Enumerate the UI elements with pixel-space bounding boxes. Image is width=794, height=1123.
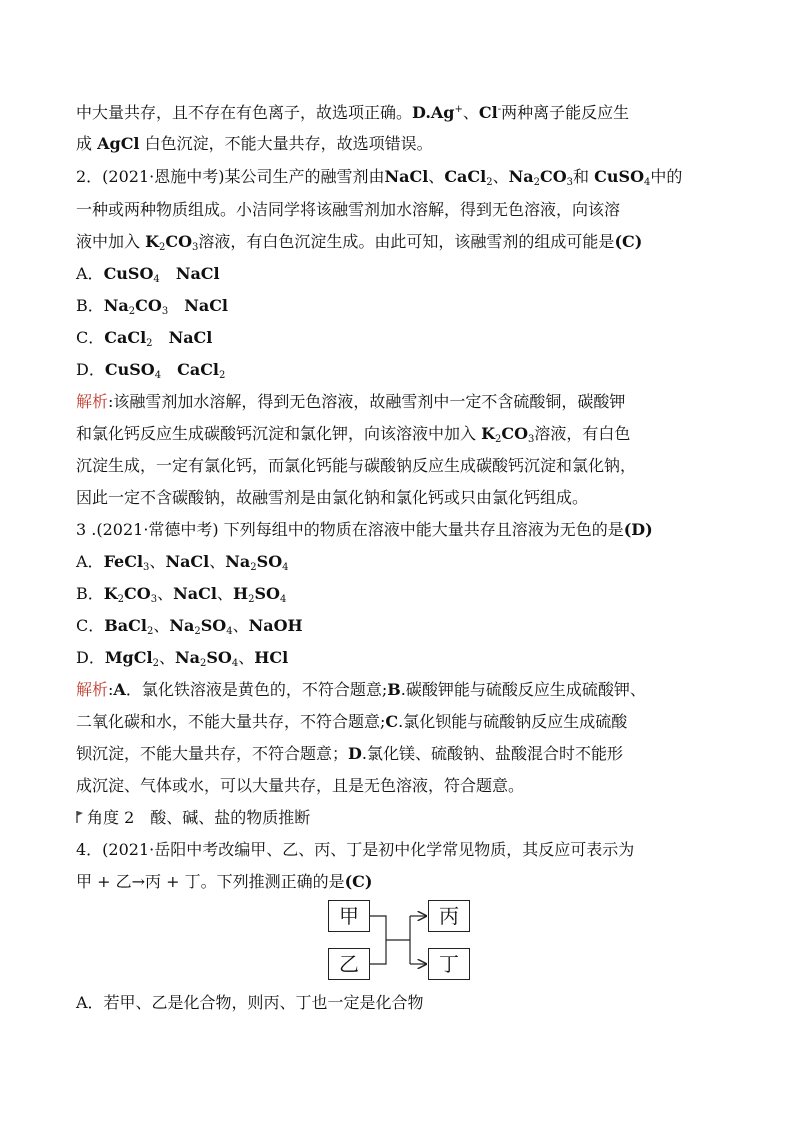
text-run: 、 — [232, 616, 249, 635]
subscript: 3 — [150, 594, 158, 605]
question-3-stem — [76, 520, 653, 540]
superscript: + — [454, 104, 463, 115]
text-run — [161, 360, 177, 379]
text-run: CaCl — [177, 360, 220, 379]
text-run: Na — [225, 552, 251, 571]
analysis-line — [76, 680, 646, 700]
subscript: 4 — [154, 370, 162, 381]
reaction-connectors — [320, 895, 480, 985]
text-run: (C) — [614, 232, 643, 251]
text-run: MgCl — [104, 648, 153, 667]
section-heading — [76, 808, 310, 828]
text-run: CuSO — [104, 360, 155, 379]
text-run: 、 — [216, 584, 233, 603]
text-run: CO — [540, 167, 567, 186]
text-run: AgCl — [97, 134, 140, 153]
text-run: 、 — [157, 584, 174, 603]
explanation-line — [76, 103, 629, 123]
text-run: D． — [76, 360, 105, 379]
text-run: 和 — [573, 167, 595, 186]
text-run: Na — [103, 296, 129, 315]
box-bing: 丙 — [428, 900, 470, 932]
text-run: C． — [76, 616, 105, 635]
text-run: 中的 — [650, 167, 683, 186]
box-jia: 甲 — [328, 900, 370, 932]
text-run: .氯化钡能与硫酸钠反应生成硫酸 — [398, 712, 628, 731]
text-run: FeCl — [103, 552, 144, 571]
text-run: 溶液，有白色 — [534, 424, 631, 443]
flag-icon — [76, 810, 84, 824]
text-run: CaCl — [104, 328, 147, 347]
text-run: 甲 + 乙→丙 + 丁。下列推测正确的是 — [76, 872, 345, 891]
text-run: A． — [76, 552, 104, 571]
text-run: C — [385, 712, 399, 731]
text-run — [160, 264, 176, 283]
subscript: 2 — [219, 370, 226, 381]
option-d — [76, 648, 288, 668]
text-run: (D) — [623, 520, 653, 539]
subscript: 3 — [143, 562, 150, 573]
text-run: Na — [174, 648, 200, 667]
subscript: 2 — [159, 242, 166, 253]
text-run: CaCl — [444, 167, 487, 186]
text-run: : — [108, 680, 114, 699]
subscript: 2 — [486, 177, 493, 188]
analysis-line — [76, 392, 625, 412]
option-c — [76, 616, 303, 636]
text-run: 、 — [428, 167, 445, 186]
text-run: .碳酸钾能与硫酸反应生成硫酸钾、 — [400, 680, 646, 699]
subscript: 2 — [495, 434, 502, 445]
text-run: CuSO — [594, 167, 644, 186]
text-run: K — [103, 584, 118, 603]
text-run: A． — [76, 264, 104, 283]
text-run: CO — [135, 296, 162, 315]
text-run — [153, 328, 169, 347]
text-run: 钡沉淀，不能大量共存，不符合题意； — [76, 744, 349, 763]
text-run: ．氯化铁溶液是黄色的，不符合题意; — [125, 680, 388, 699]
text-run: 3 .(2021·常德中考) 下列每组中的物质在溶液中能大量共存且溶液为无色的是 — [76, 520, 624, 539]
subscript: 3 — [192, 242, 199, 253]
text-run: 成 — [76, 134, 98, 153]
question-4-stem — [76, 840, 634, 860]
subscript: 2 — [146, 338, 153, 349]
text-run: D． — [76, 648, 105, 667]
subscript: 4 — [153, 274, 160, 285]
text-run: 、 — [149, 552, 166, 571]
text-run: 、 — [238, 648, 255, 667]
text-run: 和氯化钙反应生成碳酸钙沉淀和氯化钾，向该溶液中加入 — [76, 424, 482, 443]
subscript: 2 — [199, 658, 207, 669]
text-run: 液中加入 — [76, 232, 146, 251]
text-run: NaCl — [175, 264, 220, 283]
subscript: 4 — [282, 562, 289, 573]
text-run: Na — [508, 167, 534, 186]
text-run: CO — [124, 584, 151, 603]
option-c — [76, 328, 212, 348]
text-run: 、 — [153, 616, 170, 635]
superscript: - — [497, 104, 502, 115]
text-run: :该融雪剂加水溶解，得到无色溶液，故融雪剂中一定不含硫酸铜，碳酸钾 — [108, 392, 626, 411]
text-run: H — [232, 584, 249, 603]
text-run: B — [387, 680, 401, 699]
text-run: Cl — [478, 103, 498, 122]
subscript: 2 — [194, 626, 201, 637]
analysis-line — [76, 424, 630, 444]
text-run: 白色沉淀，不能大量共存，故选项错误。 — [139, 134, 433, 153]
text-run: .氯化镁、硫酸钠、盐酸混合时不能形 — [361, 744, 623, 763]
explanation-line — [76, 134, 433, 154]
text-run: 、 — [492, 167, 509, 186]
subscript: 3 — [566, 177, 574, 188]
text-run: 二氧化碳和水，不能大量共存，不符合题意; — [76, 712, 386, 731]
text-run: B． — [76, 584, 104, 603]
option-d — [76, 360, 225, 380]
text-run: CuSO — [103, 264, 154, 283]
reaction-diagram — [320, 895, 480, 985]
subscript: 2 — [152, 658, 159, 669]
question-4-stem — [76, 872, 372, 892]
subscript: 2 — [248, 594, 255, 605]
text-run: 一种或两种物质组成。小洁同学将该融雪剂加水溶解，得到无色溶液，向该溶 — [76, 200, 621, 219]
subscript: 3 — [161, 306, 169, 317]
text-run: NaCl — [384, 167, 429, 186]
text-run: 、 — [462, 103, 479, 122]
text-run: 因此一定不含碳酸钠，故融雪剂是由氯化钠和氯化钙或只由氯化钙组成。 — [76, 488, 589, 507]
text-run: SO — [200, 616, 227, 635]
text-run: 两种离子能反应生 — [501, 103, 630, 122]
text-run: D — [348, 744, 362, 763]
section-heading-label: 角度 2 酸、碱、盐的物质推断 — [87, 808, 311, 827]
subscript: 2 — [128, 306, 136, 317]
text-run: NaOH — [248, 616, 303, 635]
text-run: NaCl — [165, 552, 210, 571]
question-2-stem — [76, 232, 642, 252]
text-run: CO — [501, 424, 529, 443]
text-run: SO — [206, 648, 232, 667]
text-run: K — [145, 232, 159, 251]
subscript: 2 — [117, 594, 125, 605]
box-yi: 乙 — [328, 948, 370, 980]
text-run: 4．(2021·岳阳中考改编甲、乙、丙、丁是初中化学常见物质，其反应可表示为 — [76, 840, 635, 859]
text-run: B． — [76, 296, 104, 315]
text-run: 溶液，有白色沉淀生成。由此可知，该融雪剂的组成可能是 — [198, 232, 615, 251]
option-b — [76, 296, 228, 316]
text-run: 、 — [158, 648, 175, 667]
text-run: NaCl — [184, 296, 229, 315]
text-run: SO — [256, 552, 283, 571]
analysis-line — [76, 456, 636, 476]
question-2-stem — [76, 167, 682, 187]
text-run: (C) — [344, 872, 373, 891]
text-run: A — [113, 680, 126, 699]
analysis-line — [76, 776, 524, 796]
text-run: D.Ag — [412, 103, 455, 122]
question-2-stem — [76, 200, 620, 220]
text-run: 中大量共存，且不存在有色离子，故选项正确。 — [76, 103, 413, 122]
text-run — [168, 296, 184, 315]
subscript: 2 — [146, 626, 154, 637]
subscript: 2 — [533, 177, 540, 188]
analysis-label: 解析 — [76, 680, 109, 699]
text-run: 、 — [209, 552, 226, 571]
subscript: 4 — [226, 626, 233, 637]
box-ding: 丁 — [428, 948, 470, 980]
option-a — [76, 552, 289, 572]
analysis-line — [76, 744, 623, 764]
text-run: NaCl — [168, 328, 213, 347]
text-run: C． — [76, 328, 105, 347]
analysis-line — [76, 488, 588, 508]
text-run: K — [481, 424, 495, 443]
text-run: 沉淀生成，一定有氯化钙，而氯化钙能与碳酸钠反应生成碳酸钙沉淀和氯化钠， — [76, 456, 637, 475]
option-a — [76, 993, 424, 1013]
subscript: 2 — [250, 562, 257, 573]
text-run: A．若甲、乙是化合物，则丙、丁也一定是化合物 — [76, 993, 424, 1012]
text-run: 成沉淀、气体或水，可以大量共存，且是无色溶液，符合题意。 — [76, 776, 525, 795]
text-run: 2．(2021·恩施中考)某公司生产的融雪剂由 — [76, 167, 385, 186]
text-run: Na — [169, 616, 195, 635]
subscript: 4 — [231, 658, 239, 669]
option-b — [76, 584, 286, 604]
text-run: NaCl — [173, 584, 217, 603]
text-run: SO — [254, 584, 280, 603]
subscript: 4 — [644, 177, 651, 188]
subscript: 3 — [528, 434, 535, 445]
text-run: HCl — [254, 648, 289, 667]
analysis-label: 解析 — [76, 392, 109, 411]
text-run: CO — [165, 232, 193, 251]
subscript: 4 — [279, 594, 287, 605]
analysis-line — [76, 712, 627, 732]
text-run: BaCl — [104, 616, 147, 635]
option-a — [76, 264, 220, 284]
